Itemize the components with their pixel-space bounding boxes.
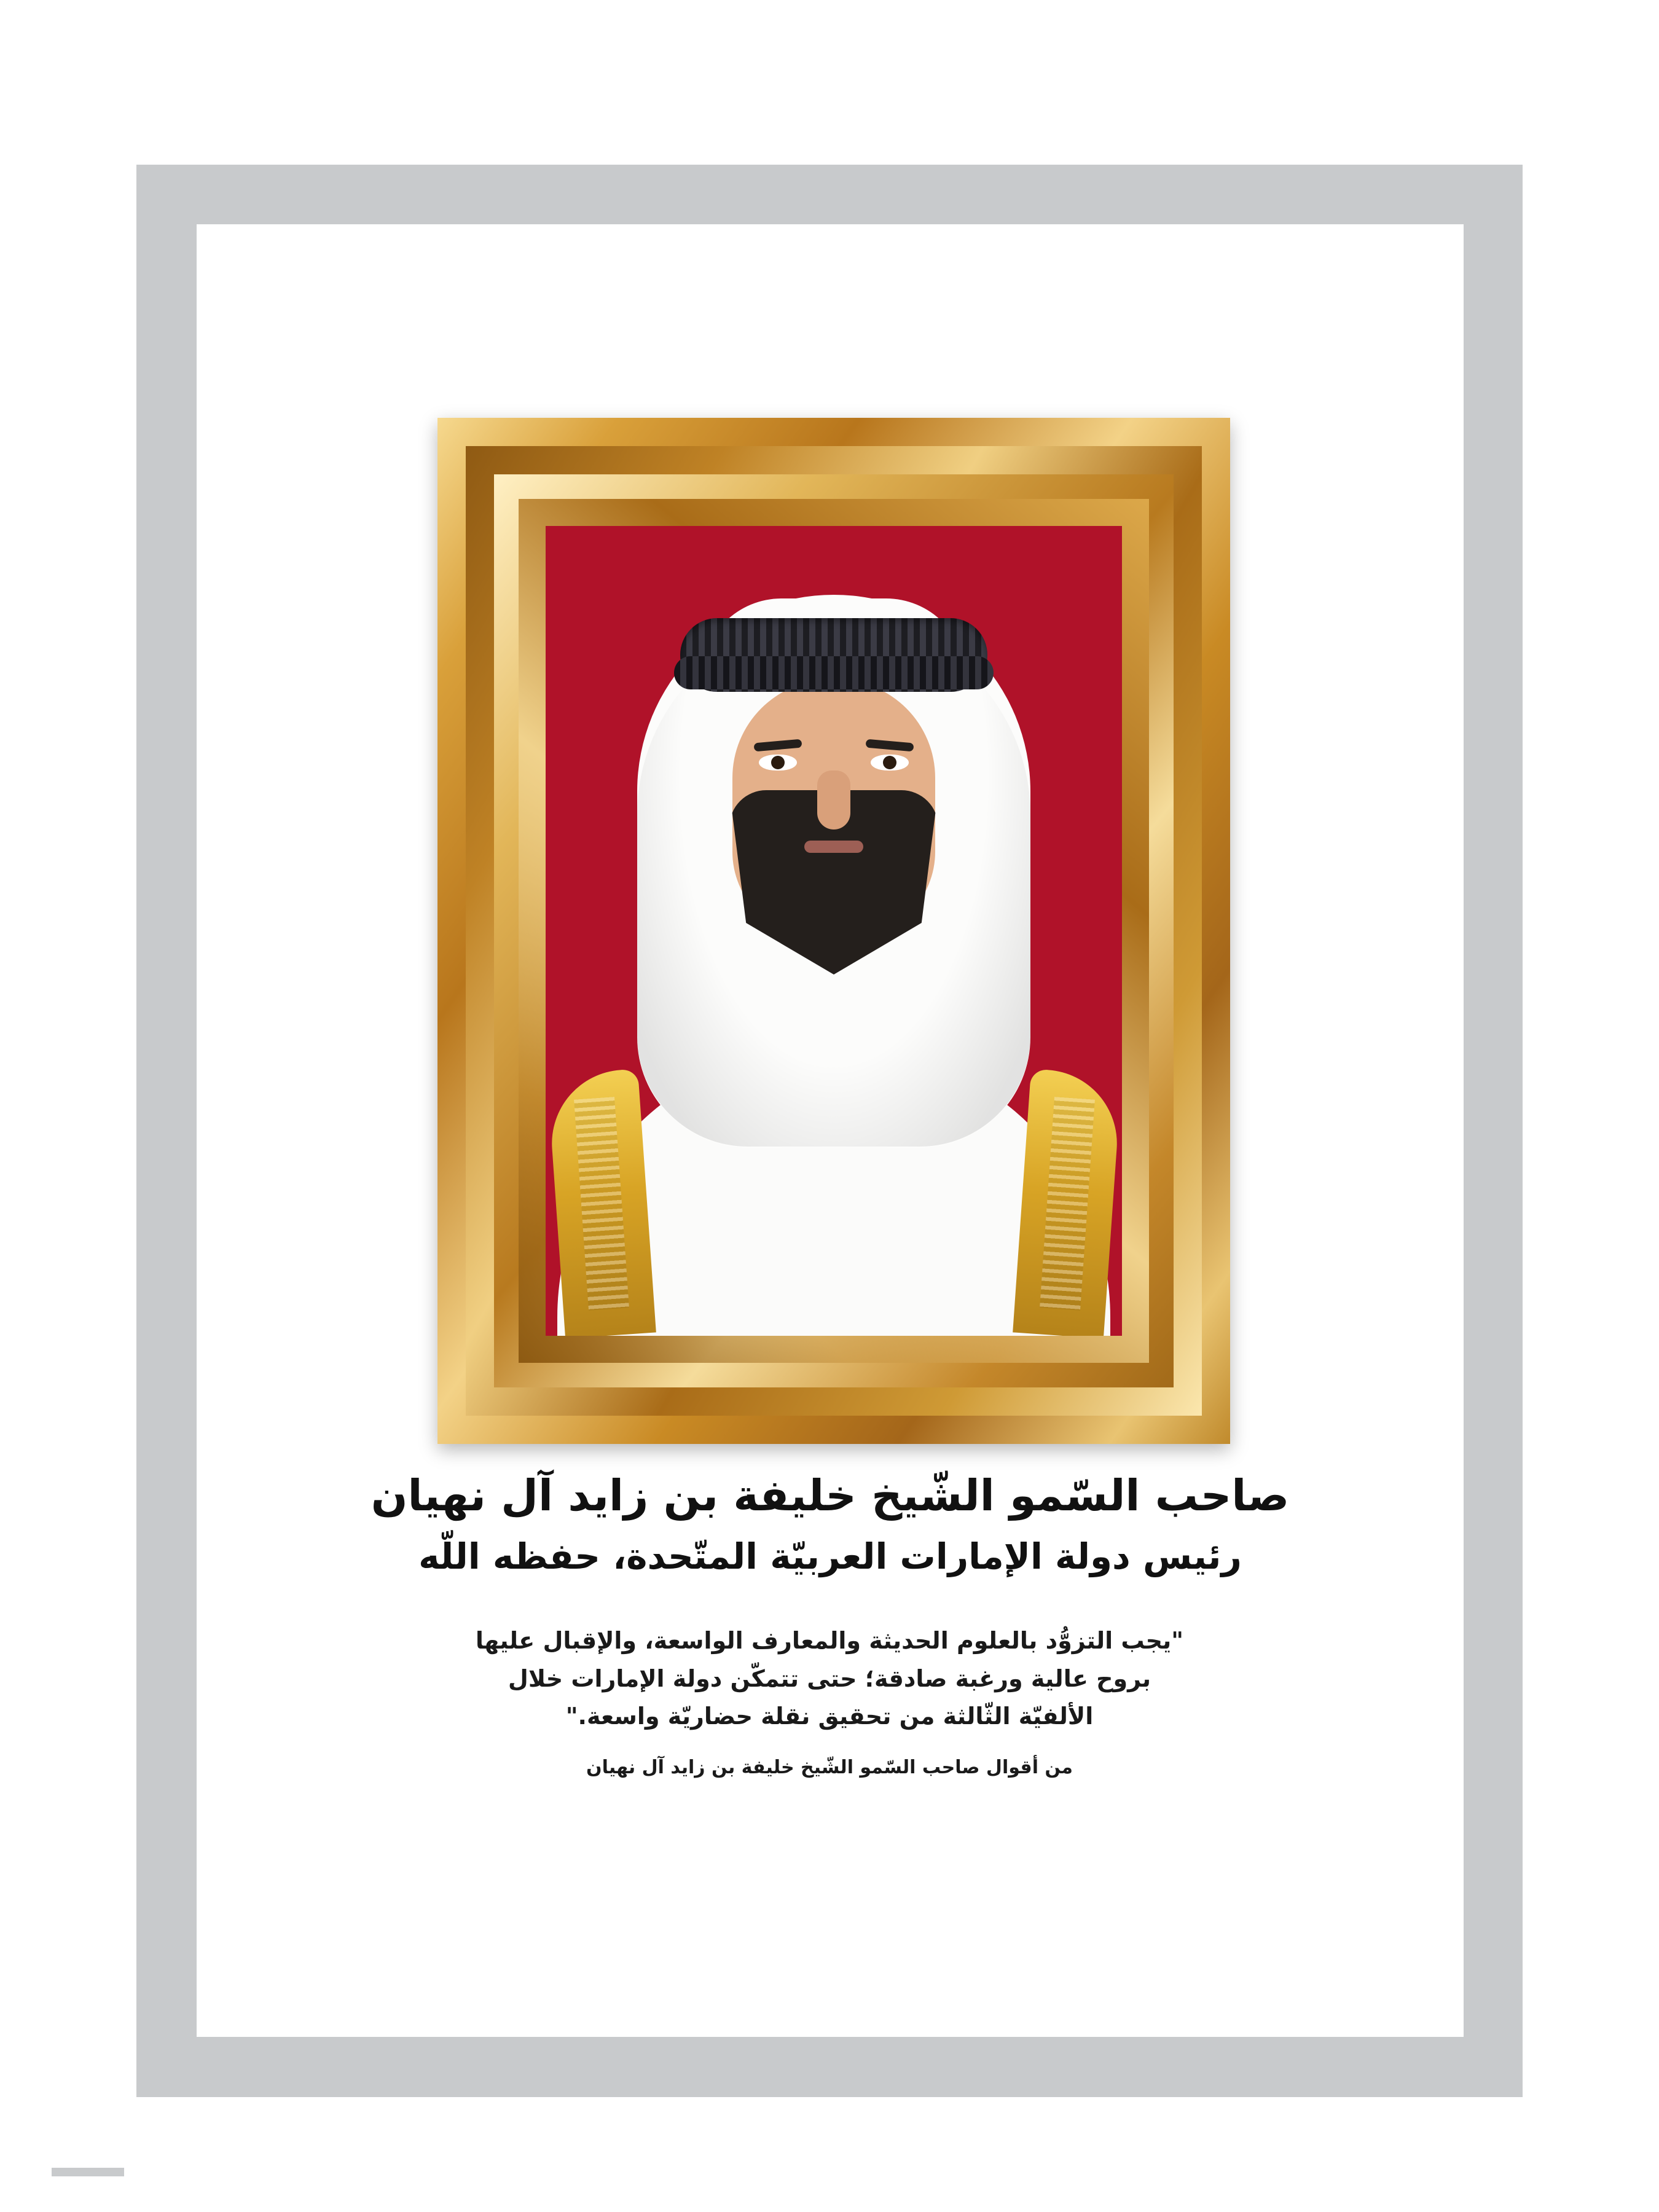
quote-line-2: بروح عالية ورغبة صادقة؛ حتى تتمكّن دولة الإمارات خلال — [508, 1665, 1151, 1692]
page-corner-marker — [52, 2168, 124, 2176]
eye-right — [871, 755, 909, 771]
quote-line-1: "يجب التزوُّد بالعلوم الحديثة والمعارف الواسعة، والإقبال عليها — [475, 1627, 1184, 1654]
bisht-trim-right — [1013, 1069, 1122, 1336]
portrait-figure — [546, 526, 1122, 1336]
portrait-frame — [437, 418, 1230, 1444]
quote-line-3: الألفيّة الثّالثة من تحقيق نقلة حضاريّة واسعة." — [565, 1703, 1094, 1730]
bisht-trim-left — [547, 1069, 656, 1336]
quotation — [430, 1622, 1229, 1778]
caption — [197, 1469, 1464, 1580]
subject-name: صاحب السّمو الشّيخ خليفة بن زايد آل نهيان — [371, 1470, 1290, 1521]
subject-title: رئيس دولة الإمارات العربيّة المتّحدة، حفظه اللّه — [418, 1535, 1242, 1577]
mouth — [804, 841, 863, 853]
agal-cord-lower — [674, 656, 994, 689]
portrait-photo — [546, 526, 1122, 1336]
quote-attribution: من أقوال صاحب السّمو الشّيخ خليفة بن زايد آل نهيان — [586, 1756, 1073, 1778]
nose — [817, 771, 850, 830]
eye-left — [759, 755, 797, 771]
